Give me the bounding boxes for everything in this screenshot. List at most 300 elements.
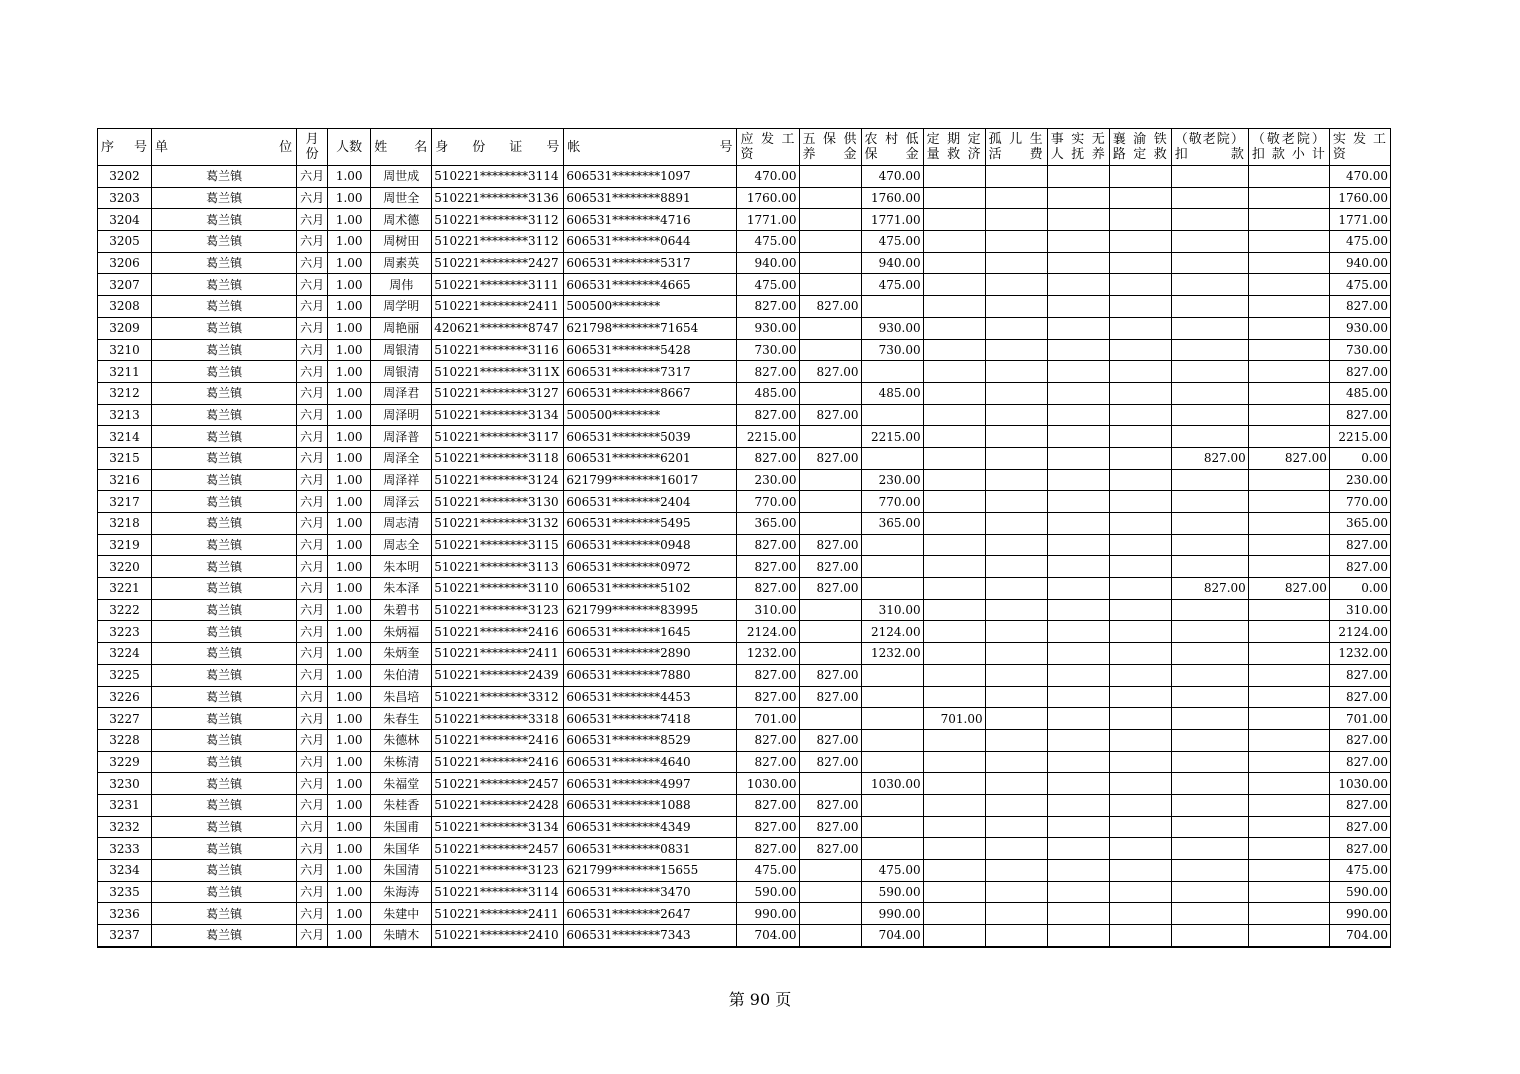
cell-count: 1.00: [328, 361, 371, 383]
cell-rural-dibao: 1030.00: [861, 773, 923, 795]
header-row: [98, 129, 1391, 166]
cell-count: 1.00: [328, 469, 371, 491]
cell-de-facto-orphan: [1047, 231, 1109, 253]
cell-account: 621799********15655: [564, 860, 737, 882]
cell-fixed-relief: [923, 339, 985, 361]
cell-de-facto-orphan: [1047, 339, 1109, 361]
col-header-five-guarantees: 五保供养金: [799, 129, 861, 166]
cell-fixed-relief: [923, 794, 985, 816]
cell-month: 六月: [297, 751, 328, 773]
cell-five-guarantees: 827.00: [799, 361, 861, 383]
cell-nursing-home-deduction: 827.00: [1171, 447, 1248, 469]
cell-orphan-allowance: [985, 773, 1047, 795]
cell-rural-dibao: 940.00: [861, 252, 923, 274]
cell-month: 六月: [297, 491, 328, 513]
cell-orphan-allowance: [985, 686, 1047, 708]
table-row: [98, 404, 1391, 426]
cell-account: 606531********4453: [564, 686, 737, 708]
cell-month: 六月: [297, 860, 328, 882]
cell-railway-relief: [1109, 686, 1171, 708]
cell-de-facto-orphan: [1047, 708, 1109, 730]
cell-orphan-allowance: [985, 881, 1047, 903]
cell-orphan-allowance: [985, 166, 1047, 188]
table-row: [98, 382, 1391, 404]
cell-deduction-subtotal: [1248, 404, 1329, 426]
cell-fixed-relief: [923, 469, 985, 491]
cell-de-facto-orphan: [1047, 925, 1109, 947]
cell-nursing-home-deduction: [1171, 513, 1248, 535]
cell-month: 六月: [297, 708, 328, 730]
cell-nursing-home-deduction: [1171, 252, 1248, 274]
cell-name: 朱国清: [371, 860, 432, 882]
cell-count: 1.00: [328, 578, 371, 600]
cell-unit: 葛兰镇: [152, 794, 297, 816]
cell-rural-dibao: 730.00: [861, 339, 923, 361]
cell-five-guarantees: [799, 382, 861, 404]
cell-account: 606531********6201: [564, 447, 737, 469]
cell-gross-pay: 827.00: [737, 838, 799, 860]
cell-id-number: 510221********2416: [432, 751, 564, 773]
cell-five-guarantees: 827.00: [799, 404, 861, 426]
cell-de-facto-orphan: [1047, 491, 1109, 513]
cell-railway-relief: [1109, 860, 1171, 882]
cell-de-facto-orphan: [1047, 860, 1109, 882]
cell-net-pay: 475.00: [1329, 231, 1390, 253]
cell-unit: 葛兰镇: [152, 513, 297, 535]
cell-unit: 葛兰镇: [152, 838, 297, 860]
cell-count: 1.00: [328, 534, 371, 556]
cell-unit: 葛兰镇: [152, 469, 297, 491]
cell-fixed-relief: [923, 166, 985, 188]
cell-account: 606531********0831: [564, 838, 737, 860]
cell-fixed-relief: [923, 491, 985, 513]
cell-id-number: 510221********3115: [432, 534, 564, 556]
cell-gross-pay: 827.00: [737, 556, 799, 578]
cell-five-guarantees: [799, 231, 861, 253]
cell-account: 606531********4640: [564, 751, 737, 773]
cell-account: 606531********7343: [564, 925, 737, 947]
cell-fixed-relief: [923, 513, 985, 535]
cell-rural-dibao: [861, 404, 923, 426]
cell-orphan-allowance: [985, 925, 1047, 947]
cell-count: 1.00: [328, 838, 371, 860]
cell-gross-pay: 827.00: [737, 534, 799, 556]
cell-seq: 3229: [98, 751, 152, 773]
cell-id-number: 510221********2457: [432, 838, 564, 860]
cell-nursing-home-deduction: [1171, 729, 1248, 751]
cell-five-guarantees: 827.00: [799, 838, 861, 860]
cell-unit: 葛兰镇: [152, 534, 297, 556]
table-row: [98, 621, 1391, 643]
cell-rural-dibao: [861, 729, 923, 751]
cell-orphan-allowance: [985, 252, 1047, 274]
table-row: [98, 903, 1391, 925]
cell-id-number: 510221********2411: [432, 296, 564, 318]
cell-account: 606531********7317: [564, 361, 737, 383]
cell-fixed-relief: [923, 534, 985, 556]
cell-unit: 葛兰镇: [152, 773, 297, 795]
cell-seq: 3224: [98, 643, 152, 665]
cell-net-pay: 827.00: [1329, 686, 1390, 708]
cell-name: 周术德: [371, 209, 432, 231]
cell-seq: 3218: [98, 513, 152, 535]
cell-orphan-allowance: [985, 621, 1047, 643]
cell-id-number: 510221********3111: [432, 274, 564, 296]
cell-deduction-subtotal: [1248, 166, 1329, 188]
cell-net-pay: 230.00: [1329, 469, 1390, 491]
cell-net-pay: 827.00: [1329, 664, 1390, 686]
cell-rural-dibao: [861, 534, 923, 556]
cell-month: 六月: [297, 556, 328, 578]
cell-deduction-subtotal: 827.00: [1248, 447, 1329, 469]
cell-gross-pay: 827.00: [737, 816, 799, 838]
cell-de-facto-orphan: [1047, 881, 1109, 903]
table-row: [98, 686, 1391, 708]
cell-orphan-allowance: [985, 578, 1047, 600]
cell-count: 1.00: [328, 274, 371, 296]
cell-name: 周素英: [371, 252, 432, 274]
cell-gross-pay: 930.00: [737, 317, 799, 339]
cell-nursing-home-deduction: [1171, 643, 1248, 665]
cell-five-guarantees: [799, 252, 861, 274]
cell-fixed-relief: [923, 447, 985, 469]
cell-rural-dibao: 365.00: [861, 513, 923, 535]
cell-seq: 3227: [98, 708, 152, 730]
cell-net-pay: 827.00: [1329, 794, 1390, 816]
cell-railway-relief: [1109, 296, 1171, 318]
cell-five-guarantees: [799, 469, 861, 491]
cell-net-pay: 827.00: [1329, 556, 1390, 578]
cell-net-pay: 0.00: [1329, 447, 1390, 469]
table-row: [98, 751, 1391, 773]
cell-nursing-home-deduction: [1171, 187, 1248, 209]
cell-net-pay: 2124.00: [1329, 621, 1390, 643]
table-row: [98, 925, 1391, 947]
cell-railway-relief: [1109, 447, 1171, 469]
cell-railway-relief: [1109, 621, 1171, 643]
cell-account: 606531********7418: [564, 708, 737, 730]
cell-railway-relief: [1109, 643, 1171, 665]
cell-count: 1.00: [328, 317, 371, 339]
cell-gross-pay: 827.00: [737, 578, 799, 600]
cell-de-facto-orphan: [1047, 903, 1109, 925]
cell-orphan-allowance: [985, 729, 1047, 751]
cell-nursing-home-deduction: [1171, 534, 1248, 556]
cell-fixed-relief: [923, 317, 985, 339]
cell-deduction-subtotal: [1248, 794, 1329, 816]
cell-id-number: 510221********3318: [432, 708, 564, 730]
cell-nursing-home-deduction: [1171, 860, 1248, 882]
cell-net-pay: 1771.00: [1329, 209, 1390, 231]
cell-seq: 3216: [98, 469, 152, 491]
cell-account: 606531********3470: [564, 881, 737, 903]
cell-gross-pay: 990.00: [737, 903, 799, 925]
cell-month: 六月: [297, 187, 328, 209]
cell-seq: 3221: [98, 578, 152, 600]
cell-deduction-subtotal: [1248, 252, 1329, 274]
cell-net-pay: 827.00: [1329, 751, 1390, 773]
cell-month: 六月: [297, 252, 328, 274]
cell-railway-relief: [1109, 404, 1171, 426]
cell-deduction-subtotal: [1248, 556, 1329, 578]
cell-gross-pay: 1760.00: [737, 187, 799, 209]
cell-gross-pay: 827.00: [737, 751, 799, 773]
cell-seq: 3236: [98, 903, 152, 925]
cell-deduction-subtotal: [1248, 903, 1329, 925]
cell-de-facto-orphan: [1047, 686, 1109, 708]
cell-rural-dibao: 590.00: [861, 881, 923, 903]
cell-id-number: 510221********3312: [432, 686, 564, 708]
cell-account: 621798********71654: [564, 317, 737, 339]
cell-orphan-allowance: [985, 469, 1047, 491]
cell-nursing-home-deduction: [1171, 794, 1248, 816]
cell-fixed-relief: [923, 274, 985, 296]
cell-deduction-subtotal: [1248, 621, 1329, 643]
cell-orphan-allowance: [985, 187, 1047, 209]
table-row: [98, 729, 1391, 751]
cell-net-pay: 485.00: [1329, 382, 1390, 404]
cell-account: 606531********8667: [564, 382, 737, 404]
cell-seq: 3213: [98, 404, 152, 426]
cell-orphan-allowance: [985, 664, 1047, 686]
table-row: [98, 773, 1391, 795]
cell-de-facto-orphan: [1047, 166, 1109, 188]
cell-unit: 葛兰镇: [152, 729, 297, 751]
col-header-month: 月份: [297, 129, 328, 166]
cell-gross-pay: 470.00: [737, 166, 799, 188]
cell-railway-relief: [1109, 903, 1171, 925]
page-number: 第 90 页: [728, 990, 792, 1009]
cell-month: 六月: [297, 469, 328, 491]
cell-seq: 3220: [98, 556, 152, 578]
cell-account: 606531********5102: [564, 578, 737, 600]
cell-fixed-relief: [923, 382, 985, 404]
cell-deduction-subtotal: [1248, 317, 1329, 339]
cell-id-number: 510221********3123: [432, 599, 564, 621]
cell-five-guarantees: [799, 708, 861, 730]
cell-name: 朱福堂: [371, 773, 432, 795]
cell-five-guarantees: 827.00: [799, 556, 861, 578]
cell-fixed-relief: [923, 643, 985, 665]
cell-month: 六月: [297, 838, 328, 860]
cell-railway-relief: [1109, 382, 1171, 404]
cell-account: 621799********83995: [564, 599, 737, 621]
table-row: [98, 860, 1391, 882]
cell-deduction-subtotal: [1248, 686, 1329, 708]
cell-count: 1.00: [328, 881, 371, 903]
cell-five-guarantees: [799, 426, 861, 448]
cell-de-facto-orphan: [1047, 816, 1109, 838]
cell-seq: 3217: [98, 491, 152, 513]
table-row: [98, 599, 1391, 621]
cell-gross-pay: 827.00: [737, 794, 799, 816]
cell-rural-dibao: 1771.00: [861, 209, 923, 231]
table-row: [98, 708, 1391, 730]
cell-orphan-allowance: [985, 296, 1047, 318]
cell-id-number: 510221********2416: [432, 729, 564, 751]
cell-count: 1.00: [328, 426, 371, 448]
cell-rural-dibao: 770.00: [861, 491, 923, 513]
cell-net-pay: 1760.00: [1329, 187, 1390, 209]
cell-name: 朱本泽: [371, 578, 432, 600]
cell-unit: 葛兰镇: [152, 578, 297, 600]
cell-deduction-subtotal: [1248, 339, 1329, 361]
cell-account: 500500********: [564, 404, 737, 426]
cell-seq: 3237: [98, 925, 152, 947]
cell-gross-pay: 827.00: [737, 296, 799, 318]
cell-account: 606531********8891: [564, 187, 737, 209]
cell-count: 1.00: [328, 339, 371, 361]
cell-id-number: 510221********3124: [432, 469, 564, 491]
table-row: [98, 664, 1391, 686]
cell-rural-dibao: 704.00: [861, 925, 923, 947]
cell-de-facto-orphan: [1047, 534, 1109, 556]
cell-gross-pay: 1232.00: [737, 643, 799, 665]
cell-deduction-subtotal: [1248, 187, 1329, 209]
cell-unit: 葛兰镇: [152, 708, 297, 730]
cell-account: 606531********1097: [564, 166, 737, 188]
cell-account: 606531********1088: [564, 794, 737, 816]
cell-deduction-subtotal: [1248, 599, 1329, 621]
cell-net-pay: 475.00: [1329, 860, 1390, 882]
cell-name: 朱碧书: [371, 599, 432, 621]
cell-railway-relief: [1109, 187, 1171, 209]
cell-deduction-subtotal: 827.00: [1248, 578, 1329, 600]
cell-count: 1.00: [328, 903, 371, 925]
cell-deduction-subtotal: [1248, 664, 1329, 686]
cell-rural-dibao: [861, 296, 923, 318]
cell-net-pay: 827.00: [1329, 404, 1390, 426]
cell-five-guarantees: 827.00: [799, 794, 861, 816]
cell-fixed-relief: [923, 816, 985, 838]
cell-name: 周艳丽: [371, 317, 432, 339]
cell-rural-dibao: 2124.00: [861, 621, 923, 643]
cell-fixed-relief: [923, 621, 985, 643]
cell-gross-pay: 310.00: [737, 599, 799, 621]
cell-name: 朱栋清: [371, 751, 432, 773]
cell-fixed-relief: [923, 361, 985, 383]
cell-de-facto-orphan: [1047, 751, 1109, 773]
cell-orphan-allowance: [985, 599, 1047, 621]
cell-orphan-allowance: [985, 838, 1047, 860]
cell-fixed-relief: [923, 296, 985, 318]
cell-unit: 葛兰镇: [152, 664, 297, 686]
cell-rural-dibao: [861, 578, 923, 600]
cell-five-guarantees: 827.00: [799, 816, 861, 838]
cell-account: 606531********8529: [564, 729, 737, 751]
cell-unit: 葛兰镇: [152, 860, 297, 882]
cell-net-pay: 0.00: [1329, 578, 1390, 600]
cell-id-number: 510221********3114: [432, 881, 564, 903]
table-row: [98, 838, 1391, 860]
cell-count: 1.00: [328, 382, 371, 404]
cell-month: 六月: [297, 404, 328, 426]
cell-net-pay: 1030.00: [1329, 773, 1390, 795]
cell-gross-pay: 827.00: [737, 361, 799, 383]
cell-deduction-subtotal: [1248, 513, 1329, 535]
cell-fixed-relief: [923, 838, 985, 860]
cell-count: 1.00: [328, 621, 371, 643]
table-row: [98, 166, 1391, 188]
col-header-name: 姓 名: [371, 129, 432, 166]
cell-railway-relief: [1109, 513, 1171, 535]
cell-id-number: 510221********2427: [432, 252, 564, 274]
cell-deduction-subtotal: [1248, 816, 1329, 838]
cell-month: 六月: [297, 816, 328, 838]
col-header-seq: 序 号: [98, 129, 152, 166]
cell-gross-pay: 827.00: [737, 664, 799, 686]
cell-deduction-subtotal: [1248, 426, 1329, 448]
table-row: [98, 187, 1391, 209]
cell-rural-dibao: 2215.00: [861, 426, 923, 448]
cell-name: 周伟: [371, 274, 432, 296]
cell-month: 六月: [297, 339, 328, 361]
cell-gross-pay: 1030.00: [737, 773, 799, 795]
cell-orphan-allowance: [985, 513, 1047, 535]
cell-month: 六月: [297, 578, 328, 600]
cell-nursing-home-deduction: 827.00: [1171, 578, 1248, 600]
cell-fixed-relief: [923, 599, 985, 621]
cell-fixed-relief: [923, 773, 985, 795]
cell-net-pay: 770.00: [1329, 491, 1390, 513]
cell-five-guarantees: [799, 643, 861, 665]
cell-deduction-subtotal: [1248, 382, 1329, 404]
cell-orphan-allowance: [985, 382, 1047, 404]
cell-gross-pay: 2215.00: [737, 426, 799, 448]
cell-month: 六月: [297, 426, 328, 448]
cell-month: 六月: [297, 643, 328, 665]
cell-id-number: 510221********3134: [432, 404, 564, 426]
cell-rural-dibao: 1232.00: [861, 643, 923, 665]
cell-orphan-allowance: [985, 643, 1047, 665]
cell-gross-pay: 590.00: [737, 881, 799, 903]
table-row: [98, 296, 1391, 318]
cell-railway-relief: [1109, 491, 1171, 513]
cell-gross-pay: 940.00: [737, 252, 799, 274]
cell-orphan-allowance: [985, 534, 1047, 556]
cell-name: 周泽明: [371, 404, 432, 426]
cell-unit: 葛兰镇: [152, 339, 297, 361]
cell-rural-dibao: [861, 816, 923, 838]
cell-id-number: 510221********2411: [432, 903, 564, 925]
cell-orphan-allowance: [985, 274, 1047, 296]
cell-nursing-home-deduction: [1171, 404, 1248, 426]
cell-railway-relief: [1109, 794, 1171, 816]
cell-rural-dibao: 475.00: [861, 274, 923, 296]
cell-nursing-home-deduction: [1171, 426, 1248, 448]
cell-nursing-home-deduction: [1171, 296, 1248, 318]
cell-seq: 3207: [98, 274, 152, 296]
cell-orphan-allowance: [985, 903, 1047, 925]
cell-id-number: 510221********2439: [432, 664, 564, 686]
cell-month: 六月: [297, 447, 328, 469]
cell-id-number: 510221********2411: [432, 643, 564, 665]
cell-de-facto-orphan: [1047, 838, 1109, 860]
cell-five-guarantees: [799, 339, 861, 361]
table-row: [98, 231, 1391, 253]
cell-fixed-relief: [923, 578, 985, 600]
cell-net-pay: 827.00: [1329, 296, 1390, 318]
cell-name: 朱昌培: [371, 686, 432, 708]
cell-nursing-home-deduction: [1171, 274, 1248, 296]
cell-deduction-subtotal: [1248, 773, 1329, 795]
cell-month: 六月: [297, 621, 328, 643]
cell-unit: 葛兰镇: [152, 187, 297, 209]
cell-five-guarantees: [799, 491, 861, 513]
cell-orphan-allowance: [985, 361, 1047, 383]
cell-fixed-relief: [923, 925, 985, 947]
cell-seq: 3234: [98, 860, 152, 882]
